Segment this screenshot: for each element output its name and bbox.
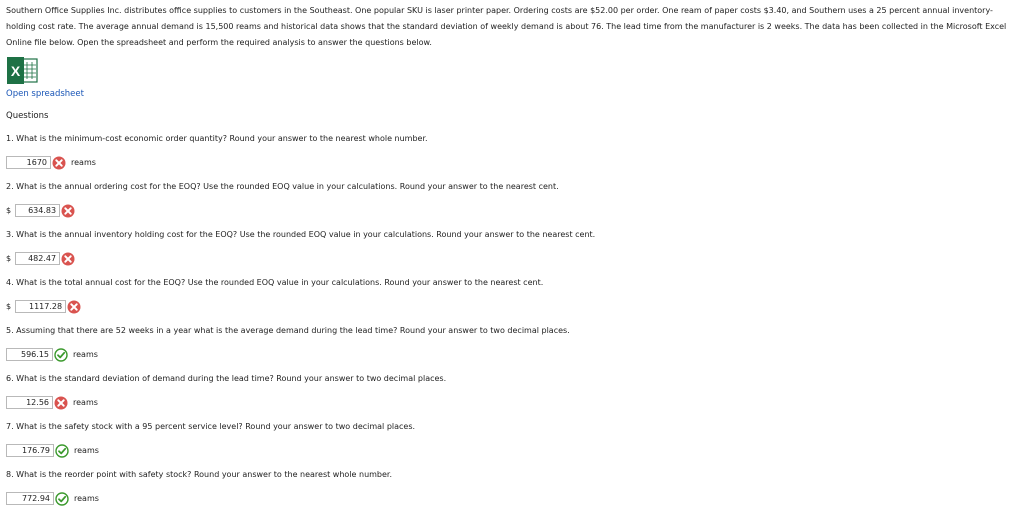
correct-check-icon	[55, 444, 69, 458]
answer-input-6[interactable]: 12.56	[6, 396, 53, 409]
unit-label: reams	[71, 158, 96, 167]
answer-row-1	[6, 155, 96, 170]
answer-input-5[interactable]: 596.15	[6, 348, 53, 361]
incorrect-x-icon	[61, 204, 75, 218]
questions-heading: Questions	[6, 111, 49, 121]
answer-input-1[interactable]: 1670	[6, 156, 51, 169]
correct-check-icon	[55, 492, 69, 506]
question-3-text: 3. What is the annual inventory holding cost for the EOQ? Use the rounded EOQ value in your calculations. Round your answer to the nearest cent.	[6, 230, 596, 239]
currency-symbol: $	[6, 206, 12, 215]
problem-statement: Southern Office Supplies Inc. distributes office supplies to customers in the Southeast. One popular SKU is laser printer paper. Ordering costs are $52.00 per order. One ream of paper costs $3.40, and Southern uses a 25 percent annual inventory-holding cost rate. The average annual demand is 15,500 reams and historical data shows that the standard deviation of weekly demand is about 76. The lead time from the manufacturer is 2 weeks. The data has been collected in the Microsoft Excel Online file below. Open the spreadsheet and perform the required analysis to answer the questions below.	[6, 6, 1007, 47]
incorrect-x-icon	[61, 252, 75, 266]
excel-file-icon[interactable]	[7, 57, 38, 84]
question-1-text: 1. What is the minimum-cost economic order quantity? Round your answer to the nearest whole number.	[6, 134, 428, 143]
question-5-text: 5. Assuming that there are 52 weeks in a year what is the average demand during the lead time? Round your answer to two decimal places.	[6, 326, 570, 335]
excel-icon-letter: X	[10, 63, 21, 79]
answer-row-2	[6, 203, 75, 218]
incorrect-x-icon	[67, 300, 81, 314]
answer-input-7[interactable]: 176.79	[6, 444, 54, 457]
incorrect-x-icon	[52, 156, 66, 170]
unit-label: reams	[73, 398, 98, 407]
answer-row-3	[6, 251, 75, 266]
answer-input-4[interactable]: 1117.28	[15, 300, 66, 313]
question-6-text: 6. What is the standard deviation of demand during the lead time? Round your answer to two decimal places.	[6, 374, 447, 383]
unit-label: reams	[74, 446, 99, 455]
unit-label: reams	[74, 494, 99, 503]
currency-symbol: $	[6, 254, 12, 263]
answer-input-2[interactable]: 634.83	[15, 204, 60, 217]
answer-input-3[interactable]: 482.47	[15, 252, 60, 265]
unit-label: reams	[73, 350, 98, 359]
question-8-text: 8. What is the reorder point with safety stock? Round your answer to the nearest whole number.	[6, 470, 393, 479]
answer-row-7	[6, 443, 99, 458]
question-7-text: 7. What is the safety stock with a 95 percent service level? Round your answer to two decimal places.	[6, 422, 416, 431]
answer-row-6	[6, 395, 98, 410]
answer-row-4	[6, 299, 81, 314]
answer-input-8[interactable]: 772.94	[6, 492, 54, 505]
question-2-text: 2. What is the annual ordering cost for the EOQ? Use the rounded EOQ value in your calculations. Round your answer to the nearest cent.	[6, 182, 559, 191]
question-4-text: 4. What is the total annual cost for the EOQ? Use the rounded EOQ value in your calculations. Round your answer to the nearest cent.	[6, 278, 544, 287]
answer-row-8	[6, 491, 99, 506]
incorrect-x-icon	[54, 396, 68, 410]
answer-row-5	[6, 347, 98, 362]
currency-symbol: $	[6, 302, 12, 311]
correct-check-icon	[54, 348, 68, 362]
open-spreadsheet-link[interactable]: Open spreadsheet	[6, 89, 84, 99]
